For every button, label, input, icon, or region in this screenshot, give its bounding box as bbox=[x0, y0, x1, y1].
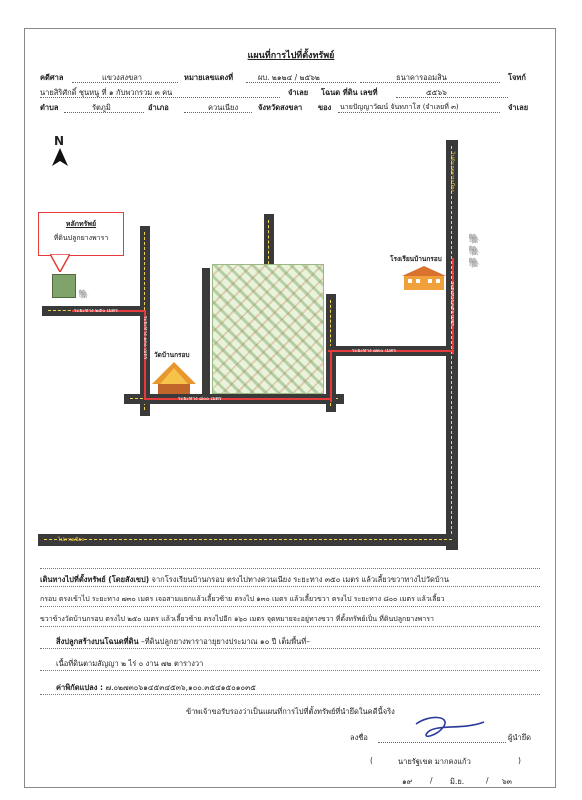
signature-mark bbox=[410, 712, 490, 746]
route-segment-4 bbox=[146, 398, 330, 400]
dotted-line bbox=[72, 82, 178, 83]
directions-line-1: เดินทางไปที่ตั้งทรัพย์ (โดยสังเขป) จากโรงเรียนบ้านกรอบ ตรงไปทางควนเนียง ระยะทาง ๓๕๐ เมตร แล้วเลี้ยวขวาทางไปวัดบ้าน bbox=[40, 575, 449, 584]
rubber-plot bbox=[212, 264, 324, 394]
name-close: ) bbox=[518, 756, 521, 765]
road-label-bottom: ไปควนเนียง bbox=[58, 537, 84, 543]
route-label-right: ระยะทาง ๗๓๐ เมตร bbox=[352, 348, 396, 354]
sign-label: ลงชื่อ bbox=[350, 733, 368, 742]
signer-name: นายรัฐเขต มากคงแก้ว bbox=[398, 757, 471, 766]
north-arrow-icon bbox=[52, 148, 68, 166]
road-small-vertical bbox=[202, 268, 210, 398]
deed-label: โฉนด ที่ดิน เลขที่ bbox=[321, 88, 378, 97]
date-day: ๑๙ bbox=[402, 777, 413, 786]
defendant-value: นายสิริศักดิ์ ชุนหนู ที่ ๑ กับพวกรวม ๓ คน bbox=[40, 88, 173, 97]
dotted-line bbox=[396, 97, 508, 98]
court-label: คดีศาล bbox=[40, 73, 64, 82]
province-label: จังหวัดสงขลา bbox=[258, 103, 303, 112]
date-sep: / bbox=[486, 776, 489, 785]
case-value: ผบ. ๒๑๒๔ / ๒๕๖๒ bbox=[258, 73, 320, 82]
rule bbox=[40, 606, 540, 607]
plaintiff-value: ธนาคารออมสิน bbox=[396, 73, 447, 82]
road-label-right: ไปอำเภอควนเนียง bbox=[449, 152, 455, 192]
buildings-line: สิ่งปลูกสร้างบนโฉนดที่ดิน –ที่ดินปลูกยางพาราอายุยางประมาณ ๑๐ ปี เต็มพื้นที่– bbox=[56, 637, 310, 646]
coords-line: ค่าพิกัดแปลง : ๗.๐๒๗๓๐๖๑๔๕๓๔๕๓๖,๑๐๐.๓๕๔๑๕๐๑๐๓๕ bbox=[56, 683, 256, 692]
deed-value: ๕๕๖๖ bbox=[426, 88, 447, 97]
area-line: เนื้อที่ดินตามสัญญา ๒ ไร่ ๐ งาน ๗๒ ตารางวา bbox=[56, 659, 204, 668]
case-label: หมายเลขแดงที่ bbox=[184, 73, 234, 82]
rule bbox=[40, 670, 540, 671]
defendant-label: จำเลย bbox=[288, 88, 309, 97]
subdistrict-value: รัตภูมิ bbox=[92, 103, 111, 112]
school-icon bbox=[402, 266, 446, 290]
rule bbox=[40, 568, 540, 569]
name-open: ( bbox=[370, 756, 373, 765]
district-label: อำเภอ bbox=[148, 103, 169, 112]
temple-label: วัดบ้านกรอบ bbox=[154, 351, 190, 359]
dotted-line bbox=[360, 82, 500, 83]
landmark-callout bbox=[38, 212, 124, 256]
dotted-line bbox=[184, 112, 252, 113]
date-year: ๖๓ bbox=[502, 777, 512, 786]
road-bottom-horizontal bbox=[38, 534, 458, 546]
north-label: N bbox=[54, 134, 65, 148]
owner-value: นายปัญญาวัฒน์ จันทภาโส (จำเลยที่ ๓) bbox=[340, 103, 459, 111]
court-value: แขวงสงขลา bbox=[102, 73, 143, 82]
directions-line-3: ขวาข้างวัดบ้านกรอบ ตรงไป ๒๕๐ เมตร แล้วเลี้ยวซ้าย ตรงไปอีก ๑๖๐ เมตร จุดหมายจะอยู่ทางขวา ที่ตั้งทรัพย์เป็น ที่ดินปลูกยางพารา bbox=[40, 615, 434, 623]
rule bbox=[40, 626, 540, 627]
dotted-line bbox=[64, 112, 144, 113]
map bbox=[28, 118, 550, 550]
district-value: ควนเนียง bbox=[208, 103, 239, 112]
callout-pointer bbox=[50, 254, 70, 272]
date-month: มิ.ย. bbox=[450, 777, 465, 786]
route-label-left-vertical: ระยะทาง ๑๓๐ เมตร bbox=[142, 316, 148, 360]
route-label-middle: ระยะทาง ๘๐๐ เมตร bbox=[178, 396, 222, 402]
temple-icon bbox=[152, 362, 196, 394]
owner-role: จำเลย bbox=[508, 103, 529, 112]
route-segment-3 bbox=[330, 350, 332, 402]
certify-text: ข้าพเจ้าขอรับรองว่าเป็นแผนที่การไปที่ตั้งทรัพย์ที่นำยึดในคดีนี้จริง bbox=[186, 707, 395, 716]
directions-line-2: กรอบ ตรงเข้าไป ระยะทาง ๗๓๐ เมตร เจอสามแยกแล้วเลี้ยวซ้าย ตรงไป ๑๓๐ เมตร แล้วเลี้ยวขวา ตรงไป ระยะทาง ๘๐๐ เมตร แล้วเลี้ยว bbox=[40, 595, 445, 603]
date-sep: / bbox=[430, 776, 433, 785]
school-label: โรงเรียนบ้านกรอบ bbox=[390, 255, 442, 263]
rule bbox=[40, 694, 540, 695]
landmark-plot bbox=[52, 274, 76, 298]
rule bbox=[40, 586, 540, 587]
page-title: แผนที่การไปที่ตั้งทรัพย์ bbox=[247, 51, 335, 61]
route-label-top-left: ระยะทาง ๒๕๐ เมตร bbox=[74, 308, 118, 314]
landmark-subtitle: ที่ดินปลูกยางพารา bbox=[53, 234, 109, 242]
rule bbox=[40, 648, 540, 649]
landmark-title: หลักทรัพย์ bbox=[65, 220, 97, 228]
dotted-line bbox=[338, 112, 500, 113]
plaintiff-label: โจทก์ bbox=[508, 73, 526, 82]
dotted-line bbox=[40, 97, 280, 98]
elephant-icon: 🐘 🐘 🐘 bbox=[468, 234, 481, 269]
role-label: ผู้นำยึด bbox=[508, 733, 531, 742]
owner-label: ของ bbox=[318, 103, 332, 112]
subdistrict-label: ตำบล bbox=[40, 103, 59, 112]
dotted-line bbox=[246, 82, 356, 83]
route-label-main: ระยะทาง ๓๕๐ เมตร bbox=[449, 282, 455, 326]
elephant-icon: 🐘 bbox=[78, 290, 90, 300]
